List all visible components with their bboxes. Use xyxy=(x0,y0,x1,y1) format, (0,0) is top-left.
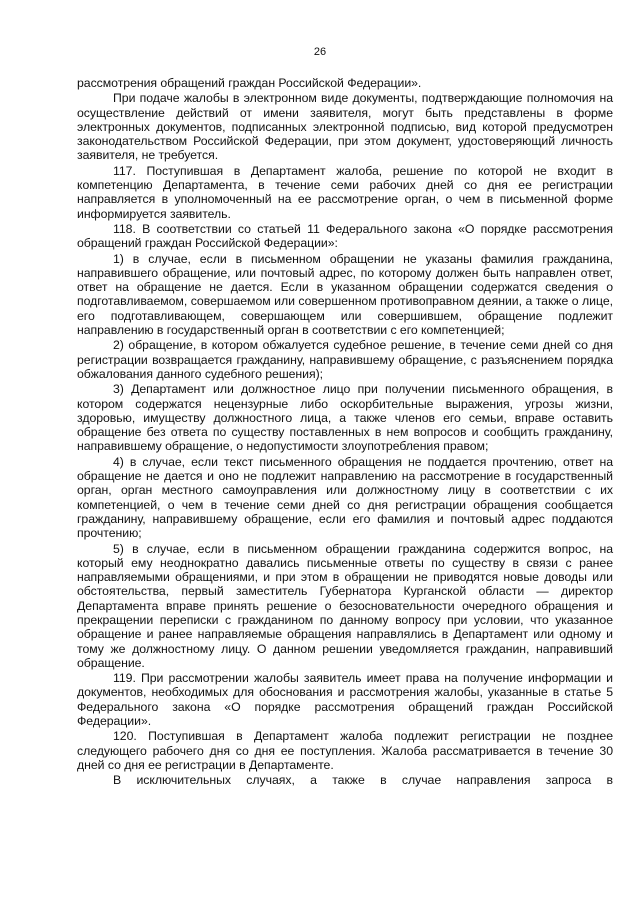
paragraph-continuation: рассмотрения обращений граждан Российской Федерации». xyxy=(77,76,422,90)
paragraph-118-item-2: 2) обращение, в котором обжалуется судебное решение, в течение семи дней со дня регистрации возвращается гражданину, направившему обращение, с разъяснением порядка обжалования данного судебного решения); xyxy=(77,338,613,381)
paragraph-118-item-5: 5) в случае, если в письменном обращении гражданина содержится вопрос, на который ему неоднократно давались письменные ответы по существу в связи с ранее направляемыми обращениями, и при этом в обращении не приводятся новые доводы или обстоятельства, первый заместитель Губернатора Курганской области — директор Департамента вправе принять решение о безосновательности очередного обращения и прекращении переписки с гражданином по данному вопросу при условии, что указанное обращение и ранее направляемые обращения направлялись в Департамент или одному и тому же должностному лицу. О данном решении уведомляется гражданин, направивший обращение. xyxy=(77,541,613,670)
paragraph-118-item-4: 4) в случае, если текст письменного обращения не поддается прочтению, ответ на обращение не дается и оно не подлежит направлению на рассмотрение в государственный орган, орган местного самоуправления или должностному лицу в соответствии с их компетенцией, о чем в течение семи дней со дня регистрации обращения сообщается гражданину, направившему обращение, если его фамилия и почтовый адрес поддаются прочтению; xyxy=(77,454,613,541)
paragraph-118: 118. В соответствии со статьей 11 Федерального закона «О порядке рассмотрения обращений граждан Российской Федерации»: xyxy=(77,221,613,251)
paragraph-117: 117. Поступившая в Департамент жалоба, решение по которой не входит в компетенцию Департамента, в течение семи рабочих дней со дня ее регистрации направляется в уполномоченный на ее рассмотрение орган, о чем в письменной форме информируется заявитель. xyxy=(77,163,613,221)
paragraph-electronic-complaint: При подаче жалобы в электронном виде документы, подтверждающие полномочия на осуществление действий от имени заявителя, могут быть представлены в форме электронных документов, подписанных электронной подписью, вид которой предусмотрен законодательством Российской Федерации, при этом документ, удостоверяющий личность заявителя, не требуется. xyxy=(77,91,613,163)
document-body xyxy=(77,76,613,788)
paragraph-120: 120. Поступившая в Департамент жалоба подлежит регистрации не позднее следующего рабочего дня со дня ее поступления. Жалоба рассматривается в течение 30 дней со дня ее регистрации в Департаменте. xyxy=(77,729,613,772)
paragraph-118-item-1: 1) в случае, если в письменном обращении не указаны фамилия гражданина, направившего обращение, или почтовый адрес, по которому должен быть направлен ответ, ответ на обращение не дается. Если в указанном обращении содержатся сведения о подготавливаемом, совершаемом или совершенном противоправном деянии, а также о лице, его подготавливающем, совершающем или совершившем, обращение подлежит направлению в государственный орган в соответствии с его компетенцией; xyxy=(77,251,613,338)
paragraph-exceptional-cases: В исключительных случаях, а также в случае направления запроса в xyxy=(113,773,613,788)
page-number: 26 xyxy=(313,46,327,58)
paragraph-118-item-3: 3) Департамент или должностное лицо при получении письменного обращения, в котором содержатся нецензурные либо оскорбительные выражения, угрозы жизни, здоровью, имуществу должностного лица, а также членов его семьи, вправе оставить обращение без ответа по существу поставленных в нем вопросов и сообщить гражданину, направившему обращение, о недопустимости злоупотребления правом; xyxy=(77,382,613,454)
paragraph-119: 119. При рассмотрении жалобы заявитель имеет права на получение информации и документов, необходимых для обоснования и рассмотрения жалобы, указанные в статье 5 Федерального закона «О порядке рассмотрения обращений граждан Российской Федерации». xyxy=(77,671,613,729)
